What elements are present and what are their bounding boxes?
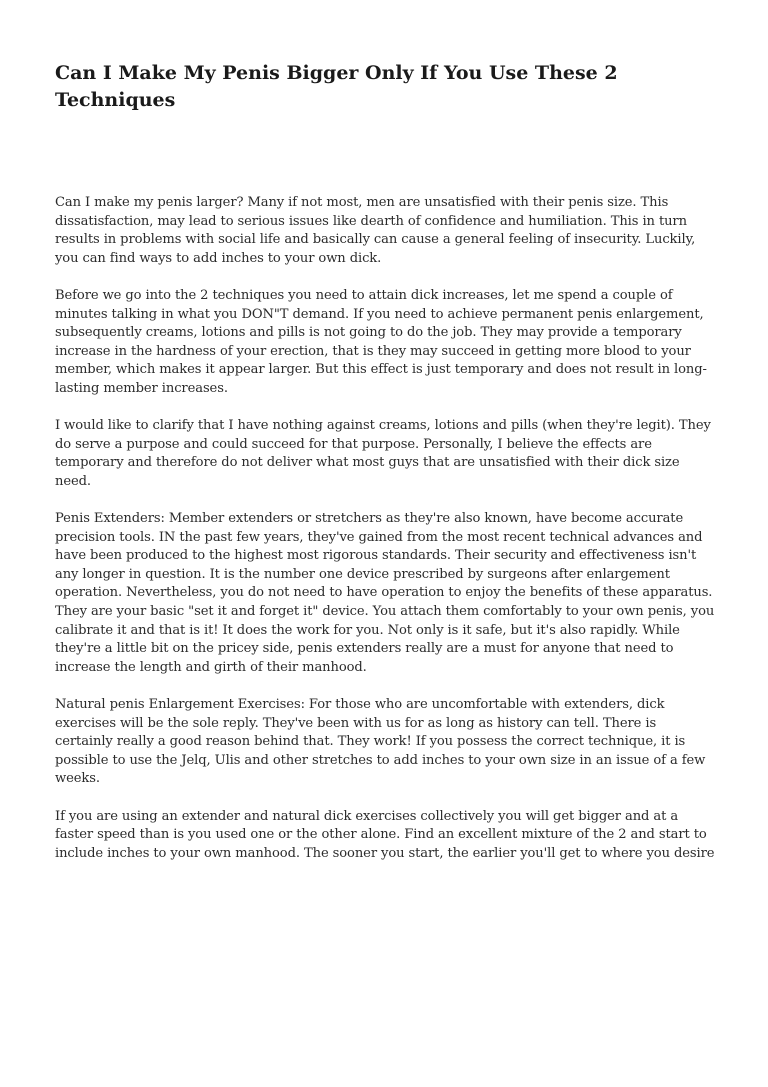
paragraph-conclusion: If you are using an extender and natural dick exercises collectively you will get bigger and at a faster speed than is you used one or the other alone. Find an excellent mixture of the 2 and start to include inches to your own manhood. The sooner you start, the earlier you'll get to where you desire [55,808,715,861]
paragraph-exercises: Natural penis Enlargement Exercises: For those who are uncomfortable with extenders, dick exercises will be the sole reply. They've been with us for as long as history can tell. There is certainly really a good reason behind that. They work! If you possess the correct technique, it is possible to use the Jelq, Ulis and other stretches to add inches to your own size in an issue of a few weeks. [55,697,706,787]
paragraph-extenders: Penis Extenders: Member extenders or stretchers as they're also known, have become accurate precision tools. IN the past few years, they've gained from the most recent technical advances and have been produced to the highest most rigorous standards. Their security and effectiveness isn't any longer in question. It is the number one device prescribed by surgeons after enlargement operation. Nevertheless, you do not need to have operation to enjoy the benefits of these apparatus. They are your basic "set it and forget it" device. You attach them comfortably to your own penis, you calibrate it and that is it! It does the work for you. Not only is it safe, but it's also rapidly. While they're a little bit on the pricey side, penis extenders really are a must for anyone that need to increase the length and girth of their manhood. [55,511,715,675]
document-page [55,60,715,882]
paragraph-techniques: Before we go into the 2 techniques you need to attain dick increases, let me spend a couple of minutes talking in what you DON"T demand. If you need to achieve permanent penis enlargement, subsequently creams, lotions and pills is not going to do the job. They may provide a temporary increase in the hardness of your erection, that is they may succeed in getting more blood to your member, which makes it appear larger. But this effect is just temporary and does not result in long-lasting member increases. [55,287,707,396]
document-title: Can I Make My Penis Bigger Only If You Use These 2 Techniques [55,62,618,111]
paragraph-intro: Can I make my penis larger? Many if not most, men are unsatisfied with their penis size. This dissatisfaction, may lead to serious issues like dearth of confidence and humiliation. This in turn results in problems with social life and basically can cause a general feeling of insecurity. Luckily, you can find ways to add inches to your own dick. [55,195,696,266]
paragraph-clarify: I would like to clarify that I have nothing against creams, lotions and pills (when they're legit). They do serve a purpose and could succeed for that purpose. Personally, I believe the effects are temporary and therefore do not deliver what most guys that are unsatisfied with their dick size need. [55,418,711,489]
